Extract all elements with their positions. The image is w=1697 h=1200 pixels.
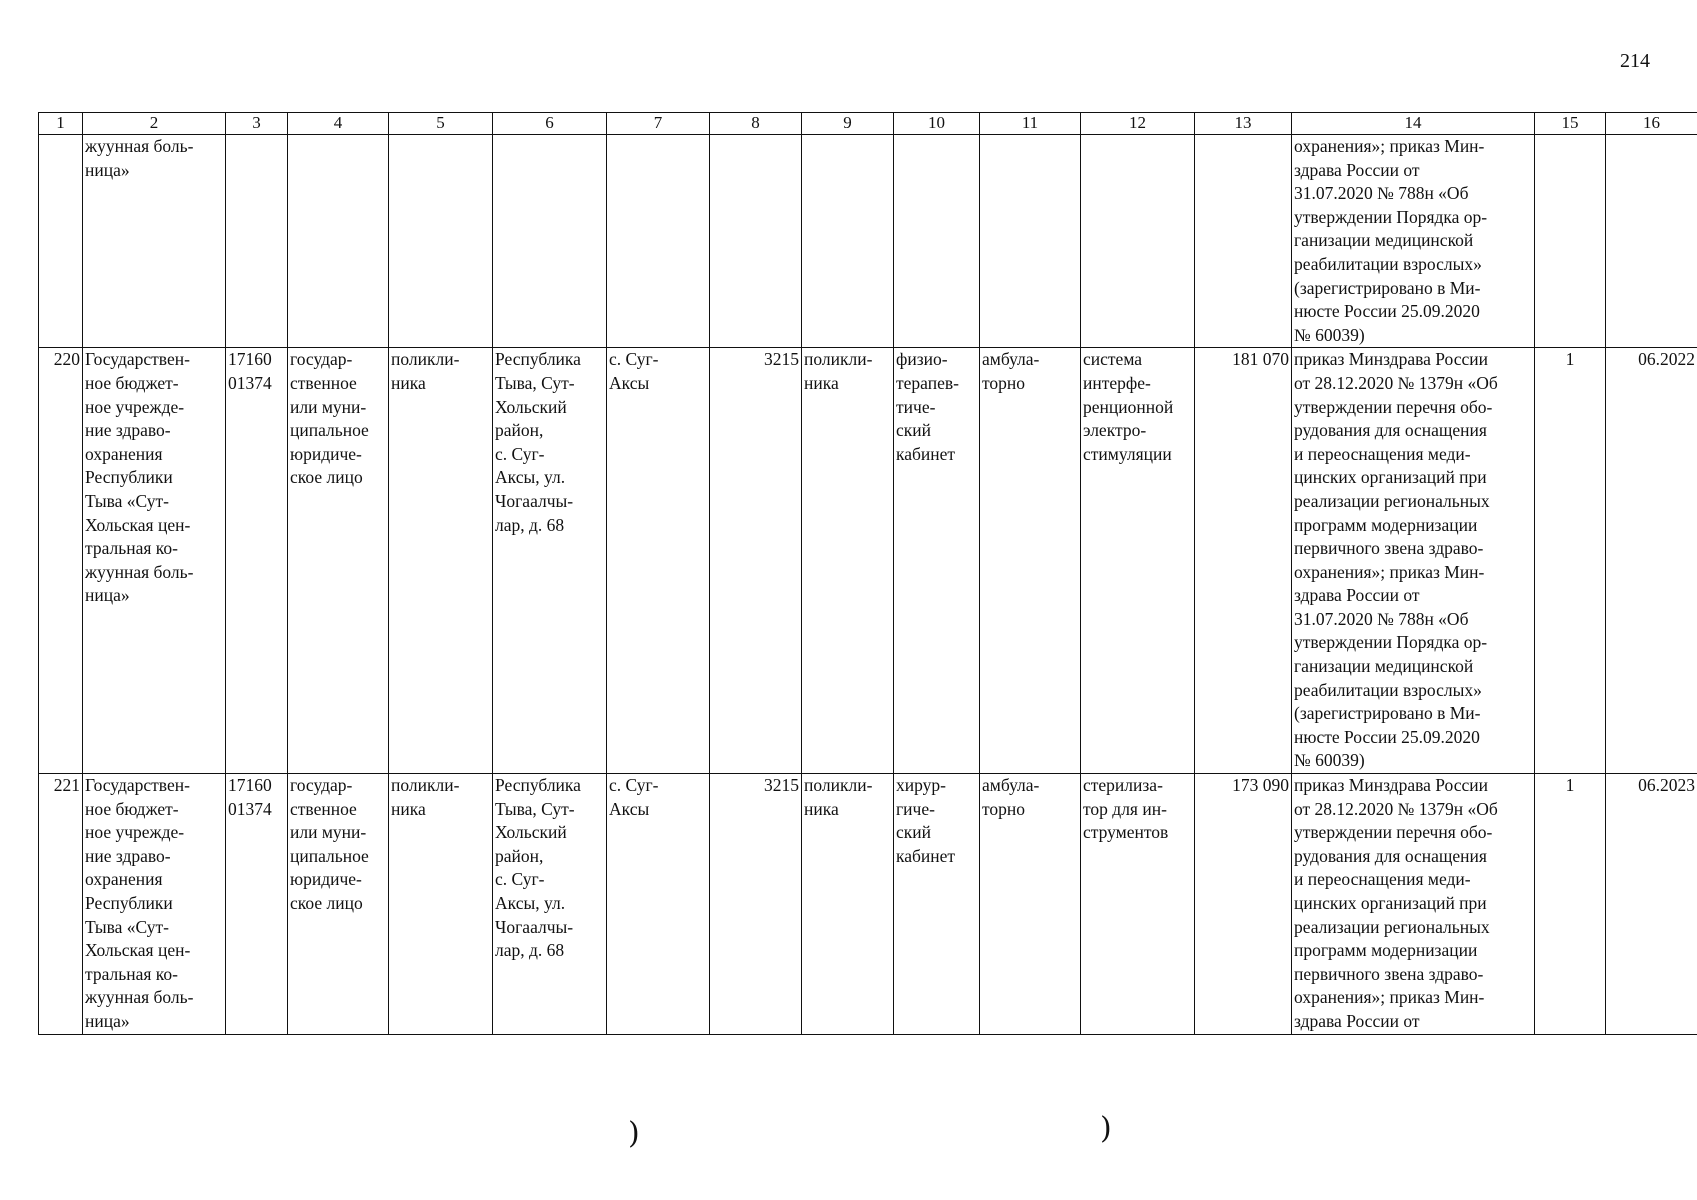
organization-name: жуунная боль- ница»	[83, 135, 226, 348]
cell-col-11: амбула- торно	[980, 774, 1081, 1035]
cell-col-11	[980, 135, 1081, 348]
cell-col-13: 173 090	[1195, 774, 1292, 1035]
equipment: система интерфе- ренционной электро- стимуляции	[1081, 348, 1195, 774]
cell-col-13: 181 070	[1195, 348, 1292, 774]
column-header: 8	[710, 113, 802, 135]
address	[493, 135, 607, 348]
cell-col-15: 1	[1535, 774, 1606, 1035]
cell-col-15: 1	[1535, 348, 1606, 774]
cell-col-16	[1606, 135, 1697, 348]
column-header: 5	[389, 113, 493, 135]
column-header: 4	[288, 113, 389, 135]
equipment	[1081, 135, 1195, 348]
cell-col-10: хирур- гиче- ский кабинет	[894, 774, 980, 1035]
cell-col-15	[1535, 135, 1606, 348]
locality	[607, 135, 710, 348]
locality: с. Суг- Аксы	[607, 774, 710, 1035]
organization-code: 17160 01374	[226, 774, 288, 1035]
cell-col-9	[802, 135, 894, 348]
bottom-mark-right: )	[1100, 1111, 1112, 1146]
address: Республика Тыва, Сут- Хольский район, с. Суг- Аксы, ул. Чогаалчы- лар, д. 68	[493, 348, 607, 774]
cell-col-10: физио- терапев- тиче- ский кабинет	[894, 348, 980, 774]
column-header: 2	[83, 113, 226, 135]
column-header: 6	[493, 113, 607, 135]
legal-basis: охранения»; приказ Мин- здрава России от 31.07.2020 № 788н «Об утверждении Порядка ор- ганизации медицинской реабилитации взрослых» (зарегистрировано в Ми- нюсте России 25.09.2020 № 60039)	[1292, 135, 1535, 348]
bottom-mark-left: )	[628, 1116, 640, 1151]
column-header: 9	[802, 113, 894, 135]
cell-col-11: амбула- торно	[980, 348, 1081, 774]
column-header: 7	[607, 113, 710, 135]
facility-type: поликли- ника	[389, 774, 493, 1035]
organization-code	[226, 135, 288, 348]
table-row	[39, 135, 1697, 348]
cell-col-8: 3215	[710, 774, 802, 1035]
page-number: 214	[1620, 50, 1650, 72]
legal-basis: приказ Минздрава России от 28.12.2020 № 1379н «Об утверждении перечня обо- рудования для оснащения и переоснащения меди- цинских организаций при реализации региональных программ модернизации первичного звена здраво- охранения»; приказ Мин- здрава России от	[1292, 774, 1535, 1035]
address: Республика Тыва, Сут- Хольский район, с. Суг- Аксы, ул. Чогаалчы- лар, д. 68	[493, 774, 607, 1035]
legal-form	[288, 135, 389, 348]
facility-type: поликли- ника	[389, 348, 493, 774]
column-header: 13	[1195, 113, 1292, 135]
legal-basis: приказ Минздрава России от 28.12.2020 № 1379н «Об утверждении перечня обо- рудования для оснащения и переоснащения меди- цинских организаций при реализации региональных программ модернизации первичного звена здраво- охранения»; приказ Мин- здрава России от 31.07.2020 № 788н «Об утверждении Порядка ор- ганизации медицинской реабилитации взрослых» (зарегистрировано в Ми- нюсте России 25.09.2020 № 60039)	[1292, 348, 1535, 774]
column-header: 1	[39, 113, 83, 135]
column-header: 12	[1081, 113, 1195, 135]
organization-code: 17160 01374	[226, 348, 288, 774]
locality: с. Суг- Аксы	[607, 348, 710, 774]
equipment: стерилиза- тор для ин- струментов	[1081, 774, 1195, 1035]
organization-name: Государствен- ное бюджет- ное учрежде- ние здраво- охранения Республики Тыва «Сут- Хольская цен- тральная ко- жуунная боль- ница»	[83, 774, 226, 1035]
cell-col-16: 06.2022	[1606, 348, 1697, 774]
table-row	[39, 348, 1697, 774]
table-row	[39, 774, 1697, 1035]
legal-form: государ- ственное или муни- ципальное юридиче- ское лицо	[288, 348, 389, 774]
column-header: 15	[1535, 113, 1606, 135]
legal-form: государ- ственное или муни- ципальное юридиче- ское лицо	[288, 774, 389, 1035]
cell-col-13	[1195, 135, 1292, 348]
row-number: 220	[39, 348, 83, 774]
cell-col-8: 3215	[710, 348, 802, 774]
column-number-row	[39, 113, 1697, 135]
cell-col-10	[894, 135, 980, 348]
column-header: 14	[1292, 113, 1535, 135]
row-number: 221	[39, 774, 83, 1035]
cell-col-9: поликли- ника	[802, 348, 894, 774]
column-header: 3	[226, 113, 288, 135]
column-header: 16	[1606, 113, 1697, 135]
column-header: 10	[894, 113, 980, 135]
cell-col-8	[710, 135, 802, 348]
column-header: 11	[980, 113, 1081, 135]
row-number	[39, 135, 83, 348]
organization-name: Государствен- ное бюджет- ное учрежде- ние здраво- охранения Республики Тыва «Сут- Хольская цен- тральная ко- жуунная боль- ница»	[83, 348, 226, 774]
registry-table	[38, 112, 1697, 1035]
facility-type	[389, 135, 493, 348]
cell-col-16: 06.2023	[1606, 774, 1697, 1035]
cell-col-9: поликли- ника	[802, 774, 894, 1035]
